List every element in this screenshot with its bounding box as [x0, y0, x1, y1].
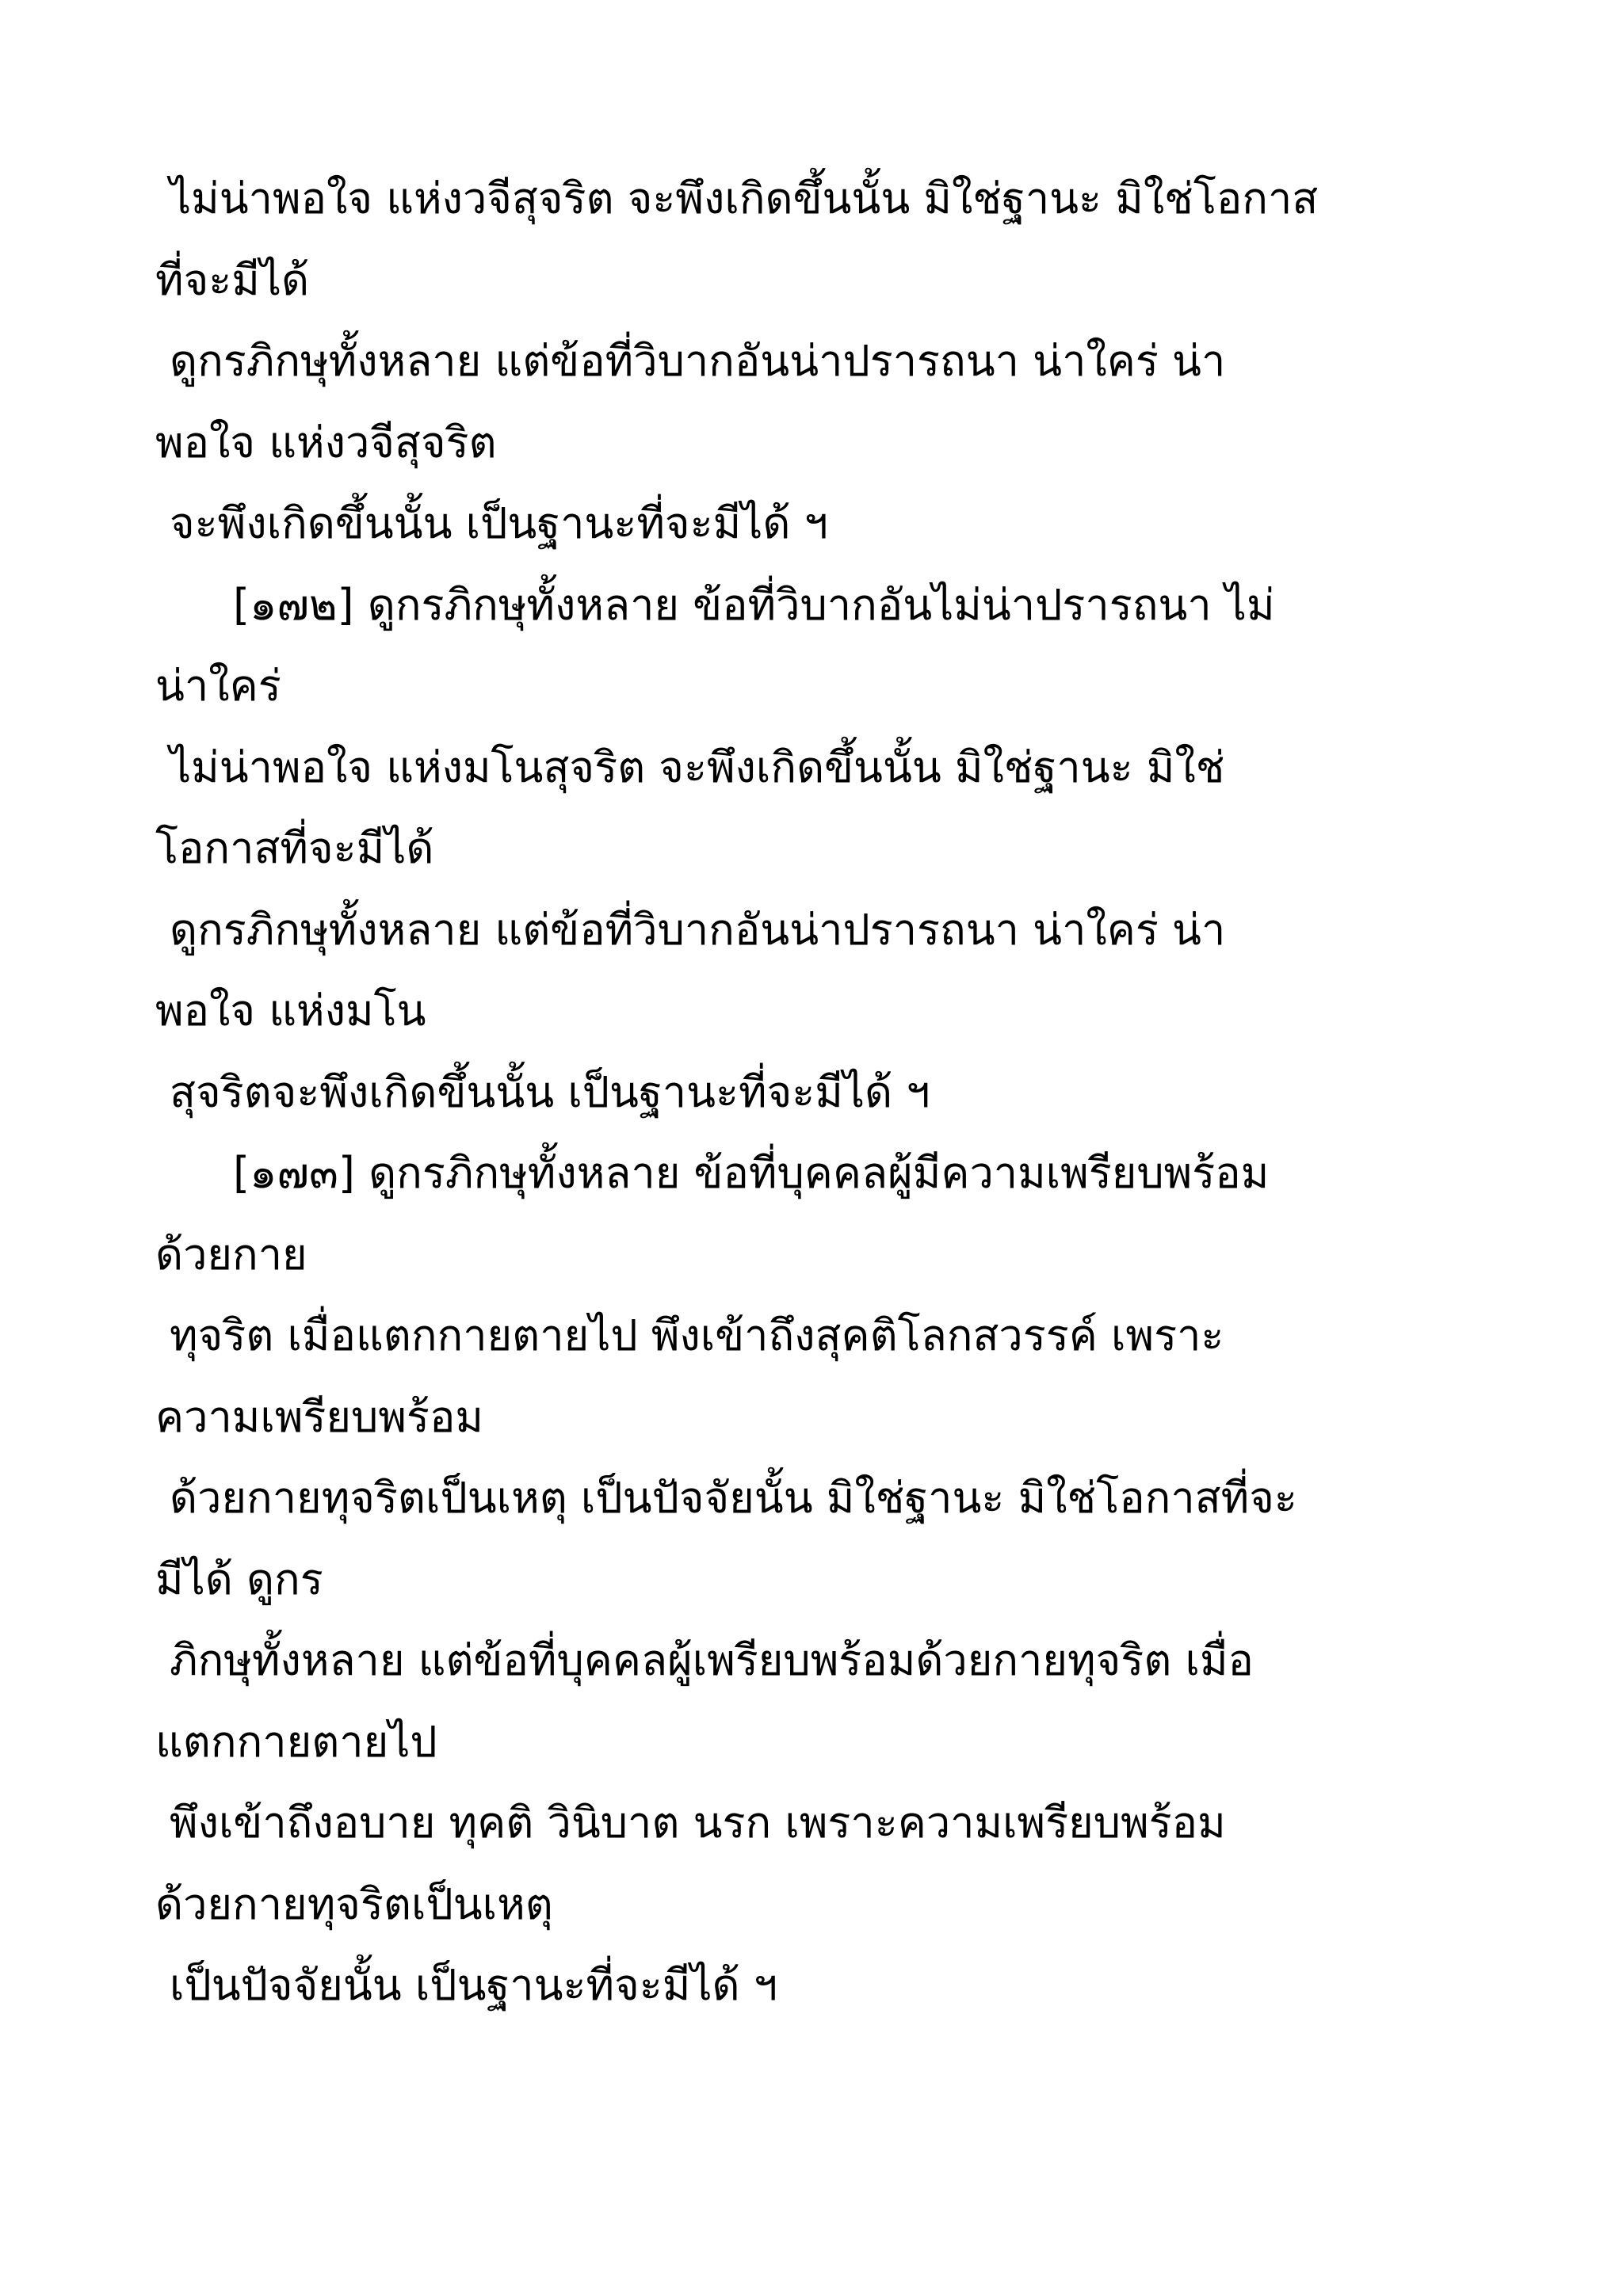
text-line: ภิกษุทั้งหลาย แต่ข้อที่บุคคลผู้เพรียบพร้อมด้วยกายทุจริต เมื่อ	[170, 1635, 1254, 1685]
text-line: พอใจ แห่งมโน	[155, 986, 426, 1035]
text-line: โอกาสที่จะมีได้	[155, 823, 434, 873]
text-line: พอใจ แห่งวจีสุจริต	[155, 417, 497, 467]
text-line: น่าใคร่	[155, 661, 281, 711]
text-line: มีได้ ดูกร	[155, 1554, 323, 1604]
text-line: ที่จะมีได้	[155, 254, 310, 305]
text-line: ความเพรียบพร้อม	[155, 1391, 483, 1442]
text-line: ด้วยกายทุจริตเป็นเหตุ เป็นปัจจัยนั้น มิใช่ฐานะ มิใช่โอกาสที่จะ	[170, 1473, 1297, 1523]
text-line: จะพึงเกิดขึ้นนั้น เป็นฐานะที่จะมีได้ ฯ	[170, 498, 828, 548]
paragraph-start-173: [๑๗๓] ดูกรภิกษุทั้งหลาย ข้อที่บุคคลผู้มีความเพรียบพร้อม	[233, 1148, 1270, 1198]
text-line: พึงเข้าถึงอบาย ทุคติ วินิบาต นรก เพราะความเพรียบพร้อม	[170, 1798, 1226, 1848]
paragraph-start-172: [๑๗๒] ดูกรภิกษุทั้งหลาย ข้อที่วิบากอันไม่น่าปรารถนา ไม่	[233, 579, 1275, 630]
text-line: ทุจริต เมื่อแตกกายตายไป พึงเข้าถึงสุคติโลกสวรรค์ เพราะ	[170, 1310, 1224, 1360]
text-line: ด้วยกาย	[155, 1229, 307, 1280]
text-line: แตกกายตายไป	[155, 1716, 437, 1767]
text-line: สุจริตจะพึงเกิดขึ้นนั้น เป็นฐานะที่จะมีได้ ฯ	[170, 1066, 930, 1117]
text-line: ดูกรภิกษุทั้งหลาย แต่ข้อที่วิบากอันน่าปรารถนา น่าใคร่ น่า	[170, 336, 1226, 386]
text-line: ไม่น่าพอใจ แห่งมโนสุจริต จะพึงเกิดขึ้นนั้น มิใช่ฐานะ มิใช่	[170, 742, 1225, 792]
text-line: ด้วยกายทุจริตเป็นเหตุ	[155, 1878, 553, 1929]
text-line: ไม่น่าพอใจ แห่งวจีสุจริต จะพึงเกิดขึ้นนั้น มิใช่ฐานะ มิใช่โอกาส	[170, 174, 1319, 223]
text-line: ดูกรภิกษุทั้งหลาย แต่ข้อที่วิบากอันน่าปรารถนา น่าใคร่ น่า	[170, 904, 1226, 955]
text-line: เป็นปัจจัยนั้น เป็นฐานะที่จะมีได้ ฯ	[170, 1960, 778, 2010]
scripture-text-block	[155, 158, 1503, 2027]
